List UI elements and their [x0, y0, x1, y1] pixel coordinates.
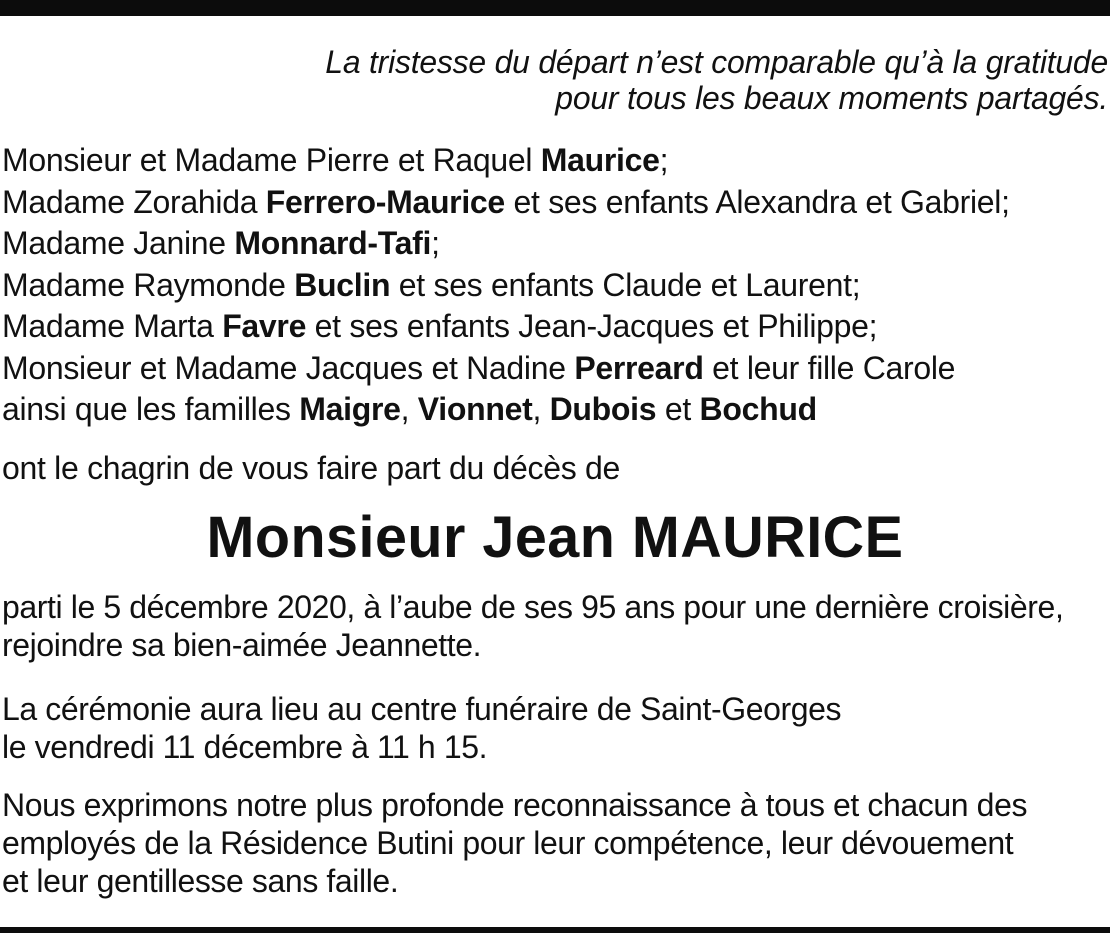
ceremony-paragraph — [2, 690, 841, 766]
thanks-paragraph — [2, 786, 1027, 900]
family-text: ; — [659, 142, 669, 178]
ceremony-line-2: le vendredi 11 décembre à 11 h 15. — [2, 729, 488, 765]
family-line — [2, 265, 1010, 307]
family-list — [2, 140, 1010, 431]
family-line — [2, 140, 1010, 182]
family-surname: Vionnet — [417, 391, 533, 427]
quote-line-1: La tristesse du départ n’est comparable qu’à la gratitude — [325, 44, 1108, 80]
deceased-name-heading: Monsieur Jean MAURICE — [206, 505, 904, 570]
family-surname: Ferrero-Maurice — [265, 183, 505, 220]
top-border-rule — [0, 0, 1110, 16]
family-surname: Buclin — [294, 266, 391, 303]
family-text: et ses enfants Claude et Laurent; — [390, 266, 861, 303]
family-line — [2, 306, 1010, 348]
ceremony-line-1: La cérémonie aura lieu au centre funéraire de Saint-Georges — [2, 691, 842, 727]
family-line — [2, 223, 1010, 265]
family-text: Monsieur et Madame Pierre et Raquel — [2, 142, 541, 178]
family-surname: Perreard — [574, 349, 704, 386]
family-surname: Favre — [222, 308, 307, 344]
family-text: Madame Marta — [2, 308, 223, 344]
family-line — [2, 348, 1010, 390]
separator: , — [400, 391, 418, 427]
family-text: et ses enfants Jean-Jacques et Philippe; — [306, 308, 878, 344]
family-surname: Maurice — [540, 142, 660, 178]
families-line — [2, 389, 1010, 431]
family-surname: Monnard-Tafi — [234, 225, 432, 261]
family-text: Madame Janine — [2, 225, 235, 261]
family-text: ainsi que les familles — [2, 391, 300, 427]
departure-line-2: rejoindre sa bien-aimée Jeannette. — [2, 627, 482, 663]
family-text: Monsieur et Madame Jacques et Nadine — [2, 349, 575, 386]
thanks-line-3: et leur gentillesse sans faille. — [2, 863, 399, 899]
family-text: et ses enfants Alexandra et Gabriel; — [504, 183, 1010, 220]
thanks-line-2: employés de la Résidence Butini pour leur compétence, leur dévouement — [2, 825, 1014, 861]
announcement-text: ont le chagrin de vous faire part du décès de — [2, 450, 621, 486]
departure-paragraph — [2, 588, 1063, 664]
separator: , — [532, 391, 550, 427]
family-text: et leur fille Carole — [703, 349, 956, 386]
thanks-line-1: Nous exprimons notre plus profonde reconnaissance à tous et chacun des — [2, 787, 1028, 823]
family-text: Madame Raymonde — [2, 266, 295, 303]
family-surname: Bochud — [699, 391, 817, 427]
family-text: ; — [431, 225, 440, 261]
family-surname: Maigre — [299, 391, 401, 427]
separator: et — [656, 391, 700, 427]
departure-line-1: parti le 5 décembre 2020, à l’aube de ses 95 ans pour une dernière croisière, — [2, 589, 1064, 625]
family-text: Madame Zorahida — [2, 183, 266, 220]
family-surname: Dubois — [549, 391, 657, 427]
quote-line-2: pour tous les beaux moments partagés. — [555, 80, 1108, 116]
epigraph-quote — [0, 44, 1108, 116]
bottom-border-rule — [0, 927, 1110, 933]
family-line — [2, 182, 1010, 224]
